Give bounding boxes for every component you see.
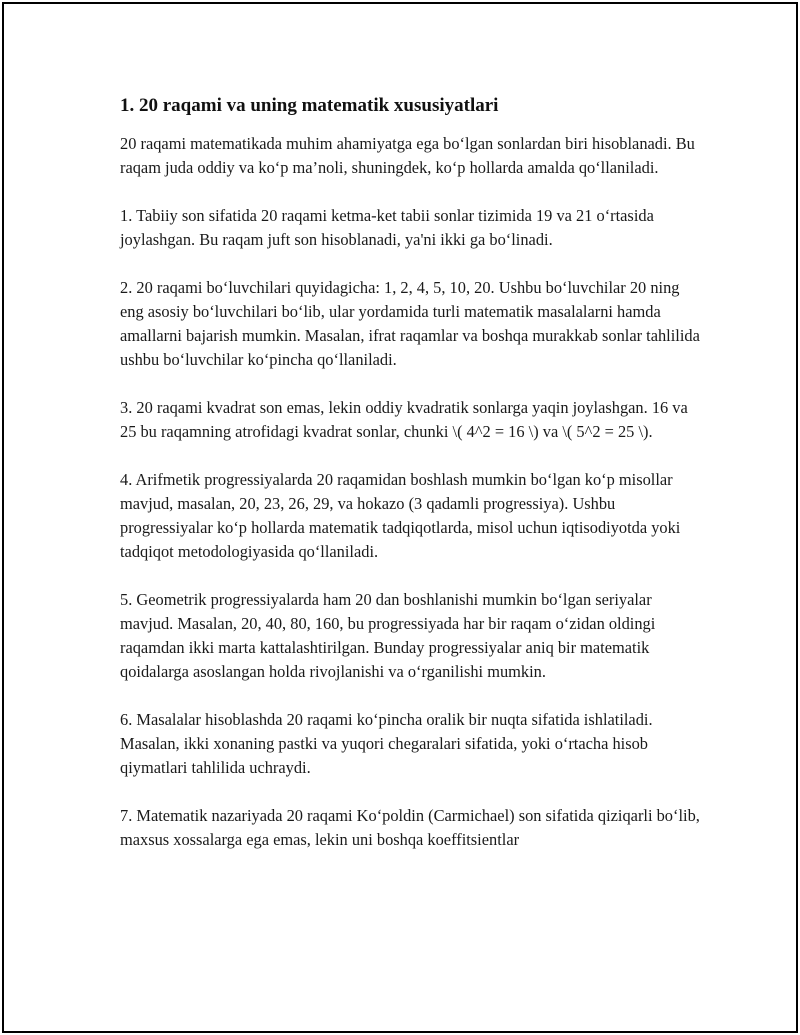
paragraph-6: 6. Masalalar hisoblashda 20 raqami ko‘pincha oralik bir nuqta sifatida ishlatiladi. Masalan, ikki xonaning pastki va yuqori chegaralari sifatida, yoki o‘rtacha hisob qiymatlari tahlilida uchraydi. bbox=[120, 710, 653, 777]
paragraph-2: 2. 20 raqami bo‘luvchilari quyidagicha: 1, 2, 4, 5, 10, 20. Ushbu bo‘luvchilar 20 ning eng asosiy bo‘luvchilari bo‘lib, ular yordamida turli matematik masalalarni hamda amallarni bajarish mumkin. Masalan, ifrat raqamlar va boshqa murakkab sonlar tahlilida ushbu bo‘luvchilar ko‘pincha qo‘llaniladi. bbox=[120, 278, 700, 369]
document-body bbox=[120, 94, 700, 876]
document-page bbox=[2, 2, 798, 1033]
paragraph-1: 1. Tabiiy son sifatida 20 raqami ketma-ket tabii sonlar tizimida 19 va 21 o‘rtasida joylashgan. Bu raqam juft son hisoblanadi, ya'ni ikki ga bo‘linadi. bbox=[120, 206, 654, 249]
paragraph-3: 3. 20 raqami kvadrat son emas, lekin oddiy kvadratik sonlarga yaqin joylashgan. 16 va 25 bu raqamning atrofidagi kvadrat sonlar, chunki \( 4^2 = 16 \) va \( 5^2 = 25 \). bbox=[120, 398, 688, 441]
page-title: 1. 20 raqami va uning matematik xususiyatlari bbox=[120, 95, 499, 116]
intro-paragraph: 20 raqami matematikada muhim ahamiyatga ega bo‘lgan sonlardan biri hisoblanadi. Bu raqam juda oddiy va ko‘p ma’noli, shuningdek, ko‘p hollarda amalda qo‘llaniladi. bbox=[120, 134, 695, 177]
paragraph-7: 7. Matematik nazariyada 20 raqami Ko‘poldin (Carmichael) son sifatida qiziqarli bo‘lib, maxsus xossalarga ega emas, lekin uni boshqa koeffitsientlar bbox=[120, 806, 700, 849]
paragraph-4: 4. Arifmetik progressiyalarda 20 raqamidan boshlash mumkin bo‘lgan ko‘p misollar mavjud, masalan, 20, 23, 26, 29, va hokazo (3 qadamli progressiya). Ushbu progressiyalar ko‘p hollarda matematik tadqiqotlarda, misol uchun iqtisodiyotda yoki tadqiqot metodologiyasida qo‘llaniladi. bbox=[120, 470, 681, 561]
paragraph-5: 5. Geometrik progressiyalarda ham 20 dan boshlanishi mumkin bo‘lgan seriyalar mavjud. Masalan, 20, 40, 80, 160, bu progressiyada har bir raqam o‘zidan oldingi raqamdan ikki marta kattalashtirilgan. Bunday progressiyalar aniq bir matematik qoidalarga asoslangan holda rivojlanishi va o‘rganilishi mumkin. bbox=[120, 590, 656, 681]
